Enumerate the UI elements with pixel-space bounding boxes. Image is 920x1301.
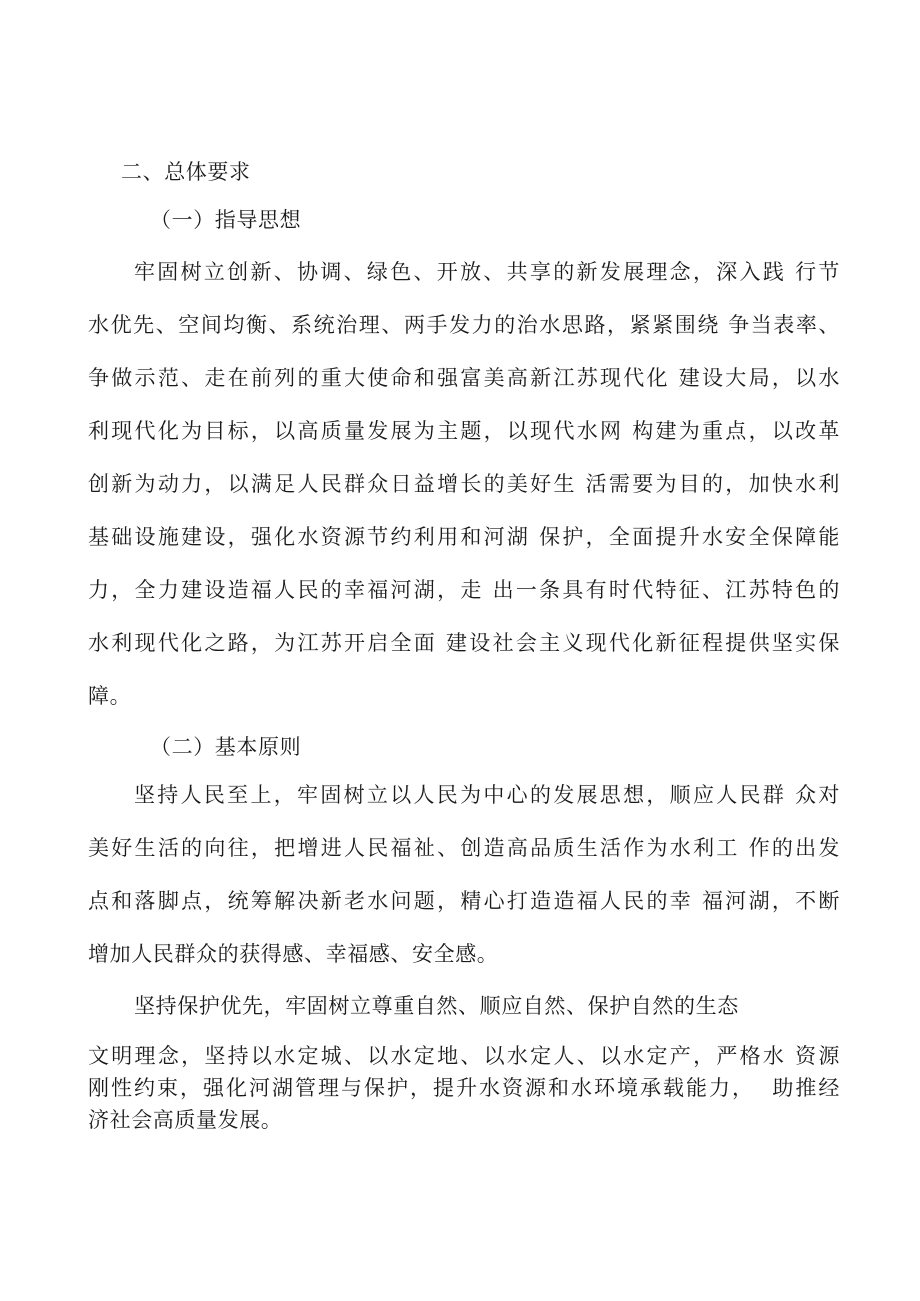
- paragraph-line: 坚持人民至上，牢固树立以人民为中心的发展思想，顺应人民群 众对: [134, 783, 840, 807]
- paragraph-line: 障。: [88, 684, 132, 708]
- subheading-guiding-ideology: （一）指导思想: [150, 208, 302, 232]
- paragraph-line: 争做示范、走在前列的重大使命和强富美高新江苏现代化 建设大局，以水: [88, 366, 840, 390]
- paragraph-line: 基础设施建设，强化水资源节约利用和河湖 保护，全面提升水安全保障能: [88, 525, 840, 549]
- paragraph-line: 济社会高质量发展。: [88, 1108, 283, 1132]
- paragraph-line: 利现代化为目标，以高质量发展为主题，以现代水网 构建为重点，以改革: [88, 419, 840, 443]
- paragraph-line: 文明理念，坚持以水定城、以水定地、以水定人、以水定产，严格水 资源: [88, 1044, 840, 1068]
- paragraph-line: 水优先、空间均衡、系统治理、两手发力的治水思路，紧紧围绕 争当表率、: [88, 313, 840, 337]
- subheading-basic-principles: （二）基本原则: [150, 735, 302, 759]
- paragraph-line: 增加人民群众的获得感、幸福感、安全感。: [88, 942, 499, 966]
- paragraph-line: 刚性约束，强化河湖管理与保护，提升水资源和水环境承载能力， 助推经: [88, 1076, 840, 1100]
- paragraph-line: 点和落脚点，统筹解决新老水问题，精心打造造福人民的幸 福河湖，不断: [88, 889, 840, 913]
- paragraph-line: 美好生活的向往，把增进人民福祉、创造高品质生活作为水利工 作的出发: [88, 836, 840, 860]
- paragraph-line: 水利现代化之路，为江苏开启全面 建设社会主义现代化新征程提供坚实保: [88, 631, 840, 655]
- paragraph-line: 力，全力建设造福人民的幸福河湖，走 出一条具有时代特征、江苏特色的: [88, 578, 840, 602]
- paragraph-line: 牢固树立创新、协调、绿色、开放、共享的新发展理念，深入践 行节: [134, 260, 840, 284]
- section-heading: 二、总体要求: [121, 160, 251, 184]
- paragraph-line: 坚持保护优先，牢固树立尊重自然、顺应自然、保护自然的生态: [134, 994, 739, 1018]
- paragraph-line: 创新为动力，以满足人民群众日益增长的美好生 活需要为目的，加快水利: [88, 472, 840, 496]
